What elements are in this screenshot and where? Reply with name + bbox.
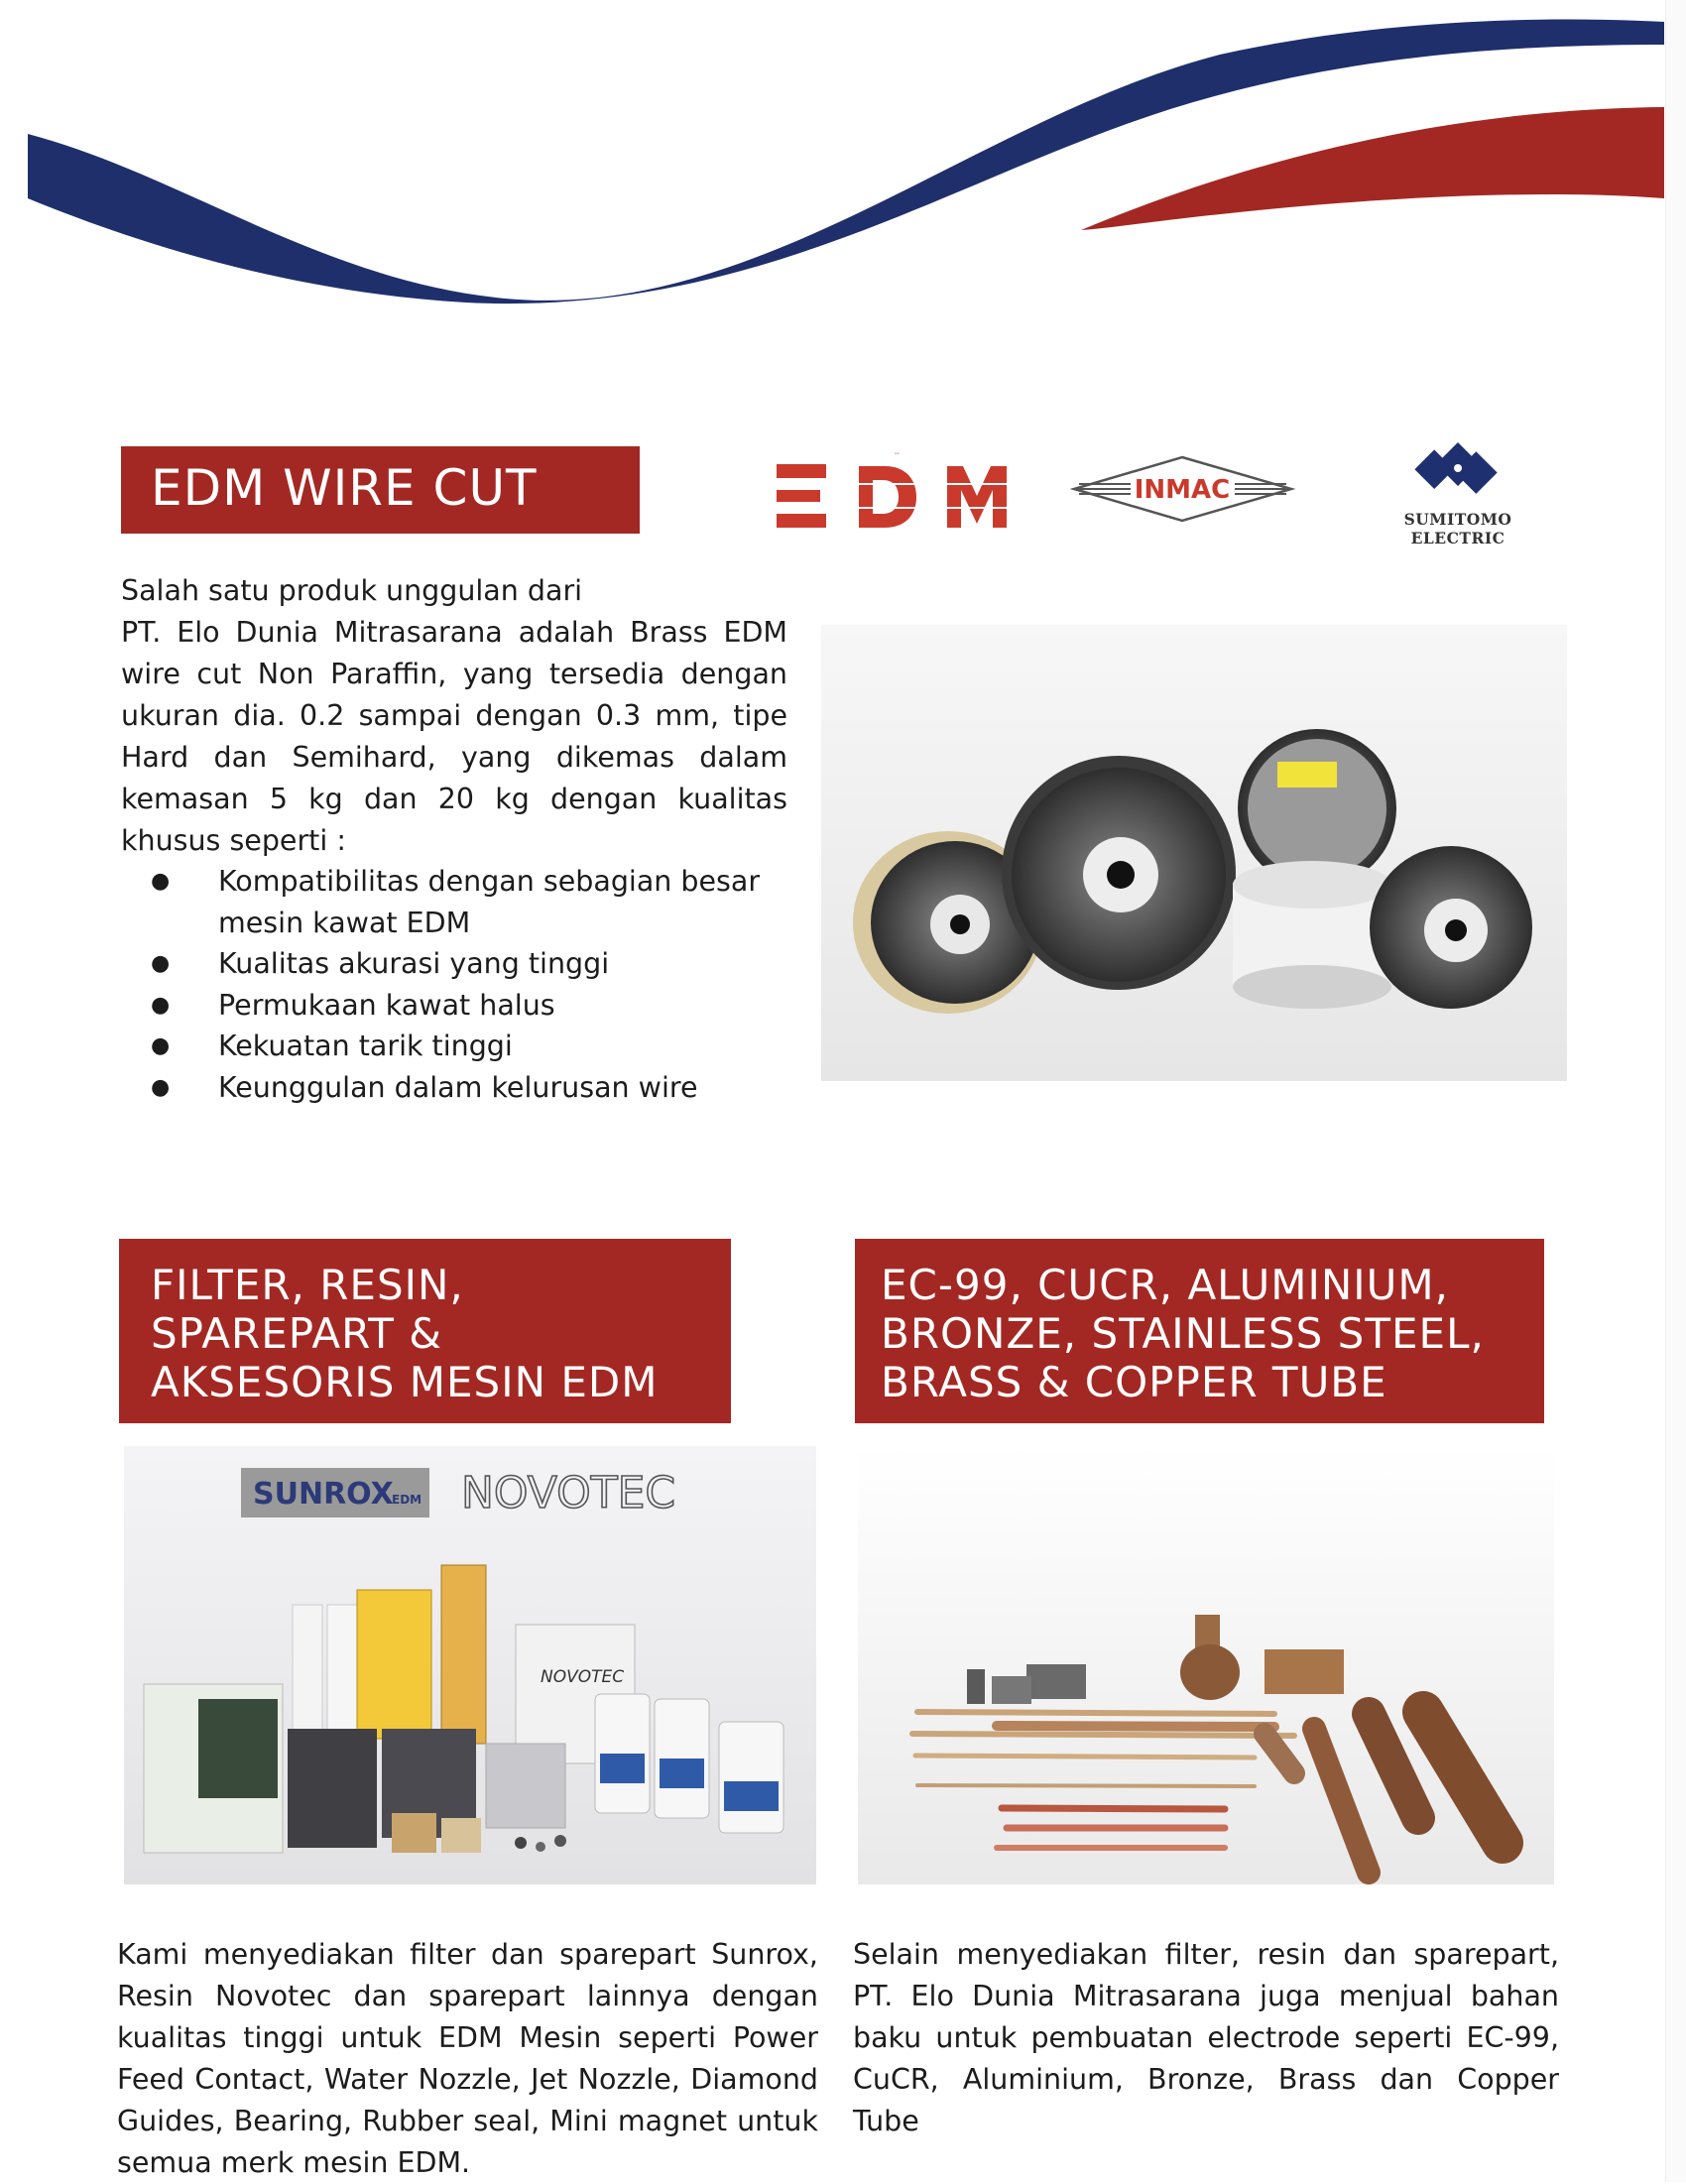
intro-line-2: PT. Elo Dunia Mitrasarana adalah Brass EDM wire cut Non Paraffin, yang tersedia dengan ukuran dia. 0.2 sampai dengan 0.3 mm, tipe Hard dan Semihard, yang dikemas dalam kemasan 5 kg dan 20 kg dengan kualitas khusus seperti : <box>121 616 787 857</box>
bullet-icon: ● <box>151 1033 171 1058</box>
inmac-logo-text: INMAC <box>1134 475 1231 505</box>
edm-logo <box>774 453 1017 536</box>
list-item-text: Kekuatan tarik tinggi <box>218 1030 513 1062</box>
edm-logo-text: EDM <box>895 453 900 455</box>
list-item <box>149 1026 803 1067</box>
edm-wire-cut-heading: EDM WIRE CUT <box>121 446 640 534</box>
filter-description: Kami menyediakan filter dan sparepart Sunrox, Resin Novotec dan sparepart lainnya dengan kualitas tinggi untuk EDM Mesin seperti Power Feed Contact, Water Nozzle, Jet Nozzle, Diamond Guides, Bearing, Rubber seal, Mini magnet untuk semua merk mesin EDM. <box>117 1938 818 2179</box>
list-item-text: Kompatibilitas dengan sebagian besar mesin kawat EDM <box>218 865 761 939</box>
bullet-icon: ● <box>151 992 171 1018</box>
intro-line-1: Salah satu produk unggulan dari <box>121 574 583 607</box>
list-item <box>149 943 803 985</box>
sunrox-brand-suffix: EDM <box>392 1493 422 1507</box>
red-wave <box>1081 107 1664 230</box>
bullet-icon: ● <box>151 951 171 976</box>
list-item <box>149 985 803 1027</box>
filter-resin-heading: FILTER, RESIN, SPAREPART & AKSESORIS MESIN EDM <box>119 1239 731 1423</box>
list-item-text: Kualitas akurasi yang tinggi <box>218 947 610 980</box>
header-swoosh <box>0 0 1686 327</box>
novotec-brand: NOVOTEC <box>461 1468 676 1518</box>
bullet-icon: ● <box>151 869 171 894</box>
intro-paragraph <box>121 570 787 862</box>
materials-description: Selain menyediakan filter, resin dan sparepart, PT. Elo Dunia Mitrasarana juga menjual bahan baku untuk pembuatan electrode seperti EC-99, CuCR, Aluminium, Bronze, Brass dan Copper Tube <box>853 1938 1559 2137</box>
inmac-logo <box>1071 454 1294 524</box>
rods-and-tubes-photo <box>858 1446 1554 1884</box>
sumitomo-diamond-icon <box>1359 438 1557 508</box>
materials-heading: EC-99, CUCR, ALUMINIUM, BRONZE, STAINLESS STEEL, BRASS & COPPER TUBE <box>855 1239 1544 1423</box>
bullet-icon: ● <box>151 1074 171 1100</box>
feature-list <box>149 861 803 1108</box>
novotec-bag-label: NOVOTEC <box>541 1667 625 1687</box>
page-edge <box>1665 0 1686 2182</box>
filter-products-photo <box>124 1446 816 1884</box>
list-item-text: Keunggulan dalam kelurusan wire <box>218 1070 698 1104</box>
sumitomo-logo-text: SUMITOMO ELECTRIC <box>1403 510 1512 547</box>
list-item <box>149 861 803 943</box>
wire-spools-photo <box>821 625 1567 1081</box>
list-item <box>149 1067 803 1109</box>
list-item-text: Permukaan kawat halus <box>218 988 555 1022</box>
sunrox-brand: SUNROX <box>253 1477 394 1512</box>
sumitomo-logo <box>1359 438 1557 547</box>
